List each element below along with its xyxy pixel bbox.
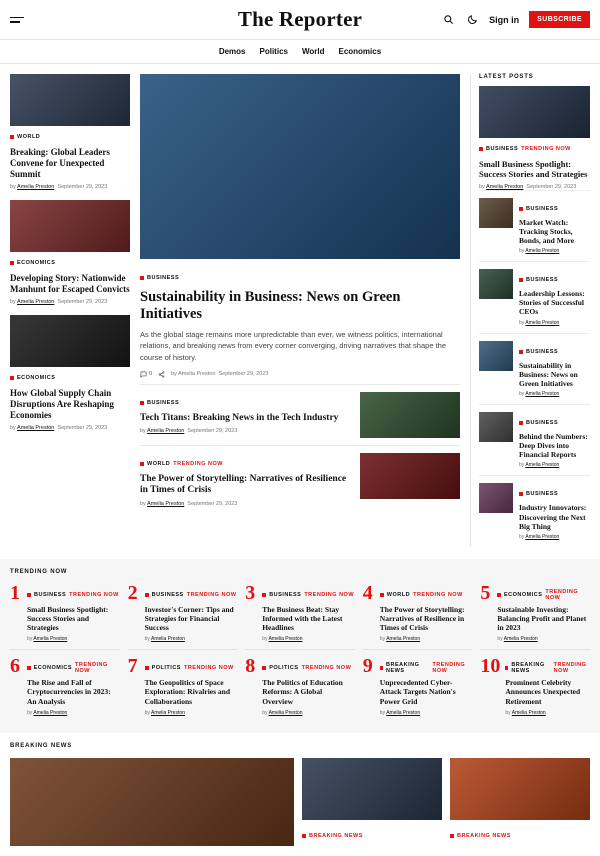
- article-title[interactable]: The Power of Storytelling: Narratives of Resilience in Times of Crisis: [379, 604, 465, 633]
- list-item[interactable]: [10, 200, 130, 305]
- author-link[interactable]: Amelia Preston: [33, 709, 68, 716]
- rank-number: 5: [480, 581, 491, 604]
- rank-number: 4: [362, 581, 373, 604]
- article-title[interactable]: Small Business Spotlight: Success Stories and Strategies: [27, 604, 109, 633]
- list-item[interactable]: [479, 190, 590, 261]
- category-label[interactable]: BUSINESS TRENDING NOW: [27, 592, 119, 598]
- category-label[interactable]: BUSINESS TRENDING NOW: [262, 592, 354, 598]
- nav-item-world[interactable]: World: [301, 47, 325, 56]
- author-link[interactable]: Amelia Preston: [178, 371, 216, 378]
- breaking-news-section: [0, 733, 600, 856]
- category-label[interactable]: BUSINESS: [140, 400, 179, 406]
- site-masthead: The Reporter: [237, 7, 363, 31]
- list-item[interactable]: [140, 384, 460, 445]
- category-marker-icon: [27, 593, 31, 597]
- article-text: [497, 584, 590, 642]
- rank-number: 1: [10, 581, 20, 604]
- trending-badge: TRENDING NOW: [521, 146, 571, 152]
- article-byline: by Amelia Preston: [519, 533, 560, 540]
- article-thumbnail: [479, 483, 513, 513]
- article-text: [519, 269, 590, 325]
- article-thumbnail: [10, 315, 130, 367]
- category-marker-icon: [145, 593, 149, 597]
- hero-description: As the global stage remains more unpredictable than ever, we witness politics, international relations, and breaking news from every corner converging, driving narratives that shape the course of history.: [140, 329, 446, 363]
- list-item[interactable]: [479, 261, 590, 332]
- article-title[interactable]: The Business Beat: Stay Informed with the Latest Headlines: [262, 604, 343, 633]
- article-title[interactable]: The Power of Storytelling: Narratives of Resilience in Times of Crisis: [140, 473, 347, 496]
- hero-meta: [140, 371, 460, 378]
- category-label[interactable]: BUSINESS: [519, 206, 558, 212]
- article-byline: by Amelia Preston September 29, 2023: [140, 500, 238, 507]
- article-text: [27, 657, 120, 715]
- article-title[interactable]: Tech Titans: Breaking News in the Tech Industry: [140, 412, 339, 423]
- rank-number: 7: [127, 655, 138, 678]
- article-title[interactable]: Investor's Corner: Tips and Strategies for Financial Success: [144, 604, 234, 633]
- author-link[interactable]: Amelia Preston: [147, 500, 185, 507]
- nav-item-politics[interactable]: Politics: [259, 47, 288, 56]
- trending-badge: TRENDING NOW: [75, 662, 108, 675]
- list-item[interactable]: [245, 649, 355, 722]
- author-link[interactable]: Amelia Preston: [511, 709, 546, 716]
- moon-icon[interactable]: [465, 13, 479, 27]
- article-date: September 29, 2023: [526, 183, 577, 190]
- rank-number: 8: [245, 655, 256, 678]
- article-byline: by Amelia Preston: [262, 709, 303, 716]
- article-text: [27, 584, 120, 642]
- author-link[interactable]: Amelia Preston: [486, 183, 524, 190]
- latest-posts-rail: [470, 74, 590, 547]
- category-label[interactable]: WORLD: [10, 134, 40, 140]
- author-link[interactable]: Amelia Preston: [268, 636, 303, 643]
- article-byline: by Amelia Preston September 29, 2023: [10, 183, 108, 190]
- category-marker-icon: [10, 376, 14, 380]
- trending-badge: TRENDING NOW: [173, 460, 223, 467]
- article-byline: by Amelia Preston: [379, 636, 421, 643]
- article-title[interactable]: The Geopolitics of Space Exploration: Rivalries and Collaborations: [144, 678, 231, 706]
- article-date: September 29, 2023: [187, 428, 238, 435]
- header-actions: [441, 11, 590, 28]
- search-icon[interactable]: [441, 13, 455, 27]
- category-marker-icon: [497, 593, 501, 597]
- article-date: September 29, 2023: [57, 424, 108, 431]
- category-marker-icon: [262, 593, 266, 597]
- article-byline: by Amelia Preston: [519, 248, 560, 255]
- trending-badge: TRENDING NOW: [553, 662, 587, 675]
- hero-body: [140, 259, 460, 384]
- category-label[interactable]: BUSINESS: [519, 491, 558, 497]
- comment-count: 0: [149, 371, 153, 378]
- category-label[interactable]: ECONOMICS TRENDING NOW: [497, 589, 590, 601]
- article-text: [519, 483, 590, 539]
- article-title[interactable]: Prominent Celebrity Announces Unexpected Retirement: [505, 678, 581, 706]
- article-title[interactable]: Breaking: Global Leaders Convene for Unexpected Summit: [10, 147, 110, 179]
- list-item[interactable]: [363, 649, 473, 722]
- article-text: [519, 198, 590, 254]
- article-byline: by Amelia Preston September 29, 2023: [479, 183, 577, 190]
- category-marker-icon: [262, 666, 266, 670]
- article-thumbnail: [302, 758, 442, 820]
- trending-badge: TRENDING NOW: [183, 665, 234, 672]
- article-byline: by Amelia Preston: [27, 636, 68, 643]
- article-title[interactable]: Sustainable Investing: Balancing Profit and Planet in 2023: [497, 604, 587, 633]
- article-thumbnail: [10, 758, 294, 846]
- list-item[interactable]: [479, 404, 590, 475]
- category-marker-icon: [145, 666, 149, 670]
- article-text: [380, 657, 473, 715]
- hero-byline: by Amelia Preston September 29, 2023: [171, 371, 269, 378]
- section-heading: TRENDING NOW: [10, 568, 68, 575]
- list-item[interactable]: [450, 758, 590, 846]
- category-label[interactable]: POLITICS TRENDING NOW: [262, 665, 351, 671]
- site-header: [0, 0, 600, 40]
- trending-section: [0, 559, 600, 733]
- category-label[interactable]: ECONOMICS: [10, 260, 55, 266]
- article-byline: by Amelia Preston: [505, 709, 546, 716]
- article-byline: by Amelia Preston: [262, 636, 303, 643]
- article-thumbnail: [360, 392, 460, 438]
- article-title[interactable]: Leadership Lessons: Stories of Successful CEOs: [519, 289, 585, 317]
- article-byline: by Amelia Preston: [379, 709, 421, 716]
- category-marker-icon: [519, 421, 523, 425]
- category-label[interactable]: BREAKING NEWS: [302, 833, 363, 839]
- article-byline: by Amelia Preston: [519, 462, 560, 469]
- author-link[interactable]: Amelia Preston: [17, 424, 55, 431]
- list-item[interactable]: [10, 758, 294, 846]
- list-item[interactable]: [127, 581, 238, 649]
- article-title[interactable]: How Global Supply Chain Disruptions Are Reshaping Economies: [10, 387, 114, 420]
- featured-article-column: [140, 74, 460, 547]
- list-item[interactable]: [10, 74, 130, 190]
- category-label[interactable]: BREAKING NEWS TRENDING NOW: [505, 662, 590, 674]
- primary-nav: [0, 40, 600, 64]
- hero-image[interactable]: [140, 74, 460, 259]
- rank-number: 3: [245, 581, 256, 604]
- article-thumbnail: [479, 86, 590, 138]
- category-label[interactable]: BUSINESS TRENDING NOW: [145, 592, 237, 598]
- article-title[interactable]: Sustainability in Business: News on Green Initiatives: [519, 360, 578, 388]
- category-label[interactable]: BUSINESS: [140, 275, 179, 281]
- trending-badge: TRENDING NOW: [304, 591, 355, 598]
- article-date: September 29, 2023: [57, 183, 108, 190]
- main-content: [0, 64, 600, 555]
- trending-grid: [10, 581, 590, 723]
- author-link[interactable]: Amelia Preston: [503, 636, 538, 643]
- list-item[interactable]: [140, 445, 460, 514]
- article-text: [505, 657, 590, 715]
- author-link[interactable]: Amelia Preston: [386, 709, 421, 716]
- list-item[interactable]: [10, 649, 120, 722]
- article-text: [262, 584, 355, 642]
- trending-badge: TRENDING NOW: [186, 591, 237, 598]
- category-label[interactable]: BUSINESS TRENDING NOW: [479, 146, 571, 152]
- list-item[interactable]: [479, 475, 590, 546]
- article-date: September 29, 2023: [218, 371, 269, 378]
- category-marker-icon: [27, 666, 31, 670]
- article-text: [145, 657, 238, 715]
- category-marker-icon: [10, 135, 14, 139]
- list-item[interactable]: [302, 758, 442, 846]
- category-marker-icon: [519, 278, 523, 282]
- article-title[interactable]: Unprecedented Cyber-Attack Targets Nation's Power Grid: [379, 678, 456, 706]
- article-text: [302, 825, 442, 843]
- author-link[interactable]: Amelia Preston: [17, 183, 55, 190]
- signin-button[interactable]: Sign in: [489, 14, 520, 25]
- article-byline: by Amelia Preston: [27, 709, 68, 716]
- rail-heading: LATEST POSTS: [479, 74, 534, 80]
- article-thumbnail: [10, 200, 130, 252]
- category-marker-icon: [450, 834, 454, 838]
- left-article-column: [10, 74, 130, 547]
- author-link[interactable]: Amelia Preston: [151, 709, 185, 716]
- rank-number: 6: [10, 655, 20, 678]
- list-item[interactable]: [10, 581, 120, 649]
- breaking-grid: [10, 758, 590, 846]
- trending-badge: TRENDING NOW: [413, 591, 463, 598]
- article-thumbnail: [479, 269, 513, 299]
- list-item[interactable]: [10, 315, 130, 431]
- category-label[interactable]: WORLD TRENDING NOW: [140, 461, 223, 467]
- article-text: [450, 825, 590, 843]
- article-title[interactable]: Market Watch: Tracking Stocks, Bonds, and More: [519, 217, 575, 245]
- list-item[interactable]: [245, 581, 355, 649]
- list-item[interactable]: [128, 649, 238, 722]
- article-title[interactable]: Behind the Numbers: Deep Dives into Financial Reports: [519, 431, 588, 460]
- category-marker-icon: [140, 276, 144, 280]
- article-title[interactable]: The Politics of Education Reforms: A Global Overview: [262, 678, 343, 706]
- author-link[interactable]: Amelia Preston: [525, 319, 560, 326]
- author-link[interactable]: Amelia Preston: [525, 533, 560, 540]
- article-title[interactable]: Small Business Spotlight: Success Stories and Strategies: [479, 159, 588, 180]
- category-label[interactable]: ECONOMICS TRENDING NOW: [27, 662, 120, 674]
- author-link[interactable]: Amelia Preston: [268, 709, 303, 716]
- category-label[interactable]: POLITICS TRENDING NOW: [145, 665, 234, 671]
- article-byline: by Amelia Preston: [144, 709, 185, 716]
- category-marker-icon: [519, 207, 523, 211]
- category-marker-icon: [302, 834, 306, 838]
- share-icon[interactable]: [158, 371, 165, 378]
- category-label[interactable]: ECONOMICS: [10, 375, 55, 381]
- article-thumbnail: [479, 198, 513, 228]
- article-title[interactable]: Developing Story: Nationwide Manhunt for Escaped Convicts: [10, 272, 130, 294]
- category-label[interactable]: BREAKING NEWS: [450, 833, 511, 839]
- category-marker-icon: [479, 147, 483, 151]
- category-marker-icon: [380, 593, 384, 597]
- article-thumbnail: [360, 453, 460, 499]
- article-text: [145, 584, 238, 642]
- rank-number: 9: [362, 655, 373, 678]
- category-marker-icon: [140, 462, 144, 466]
- article-byline: by Amelia Preston September 29, 2023: [10, 298, 108, 305]
- article-text: [262, 657, 355, 715]
- author-link[interactable]: Amelia Preston: [33, 636, 68, 643]
- article-thumbnail: [450, 758, 590, 820]
- category-marker-icon: [519, 492, 523, 496]
- nav-item-economics[interactable]: Economics: [338, 47, 382, 56]
- category-marker-icon: [380, 666, 383, 670]
- category-marker-icon: [519, 350, 523, 354]
- list-item[interactable]: [480, 649, 590, 722]
- trending-badge: TRENDING NOW: [301, 665, 352, 672]
- category-marker-icon: [10, 261, 14, 265]
- list-item[interactable]: [479, 333, 590, 404]
- trending-badge: TRENDING NOW: [545, 588, 579, 601]
- article-text: [140, 392, 352, 435]
- article-title[interactable]: The Rise and Fall of Cryptocurrencies in 2023: An Analysis: [27, 678, 111, 706]
- article-byline: by Amelia Preston: [144, 636, 185, 643]
- rank-number: 10: [480, 655, 501, 678]
- article-title[interactable]: Industry Innovators: Discovering the Next Big Thing: [519, 503, 587, 531]
- section-heading: BREAKING NEWS: [10, 742, 73, 749]
- article-text: [519, 341, 590, 397]
- article-byline: by Amelia Preston: [497, 636, 538, 643]
- article-byline: by Amelia Preston: [519, 390, 560, 397]
- article-thumbnail: [10, 74, 130, 126]
- category-label[interactable]: WORLD TRENDING NOW: [380, 592, 463, 598]
- article-thumbnail: [479, 341, 513, 371]
- author-link[interactable]: Amelia Preston: [525, 390, 560, 397]
- article-byline: by Amelia Preston September 29, 2023: [10, 424, 108, 431]
- list-item[interactable]: [362, 581, 473, 649]
- trending-badge: TRENDING NOW: [432, 662, 466, 675]
- author-link[interactable]: Amelia Preston: [525, 462, 560, 469]
- trending-badge: TRENDING NOW: [69, 591, 119, 598]
- author-link[interactable]: Amelia Preston: [386, 636, 421, 643]
- article-thumbnail: [479, 412, 513, 442]
- category-marker-icon: [505, 666, 508, 670]
- author-link[interactable]: Amelia Preston: [17, 298, 55, 305]
- author-link[interactable]: Amelia Preston: [151, 636, 185, 643]
- category-label[interactable]: BREAKING NEWS TRENDING NOW: [380, 662, 473, 674]
- article-text: [140, 453, 352, 507]
- author-link[interactable]: Amelia Preston: [147, 428, 185, 435]
- nav-item-demos[interactable]: Demos: [218, 47, 246, 56]
- list-item[interactable]: [479, 86, 590, 190]
- category-label[interactable]: BUSINESS: [519, 420, 558, 426]
- author-link[interactable]: Amelia Preston: [525, 248, 560, 255]
- article-text: [380, 584, 473, 642]
- category-label[interactable]: BUSINESS: [519, 277, 558, 283]
- category-label[interactable]: BUSINESS: [519, 349, 558, 355]
- article-date: September 29, 2023: [57, 298, 108, 305]
- list-item[interactable]: [480, 581, 590, 649]
- rank-number: 2: [127, 581, 138, 604]
- article-byline: by Amelia Preston: [519, 319, 560, 326]
- hero-title[interactable]: Sustainability in Business: News on Green Initiatives: [140, 289, 401, 323]
- article-byline: by Amelia Preston September 29, 2023: [140, 428, 238, 435]
- comment-icon[interactable]: [140, 371, 152, 378]
- article-date: September 29, 2023: [187, 500, 238, 507]
- category-marker-icon: [140, 401, 144, 405]
- subscribe-button[interactable]: SUBSCRIBE: [529, 11, 590, 28]
- article-text: [519, 412, 590, 468]
